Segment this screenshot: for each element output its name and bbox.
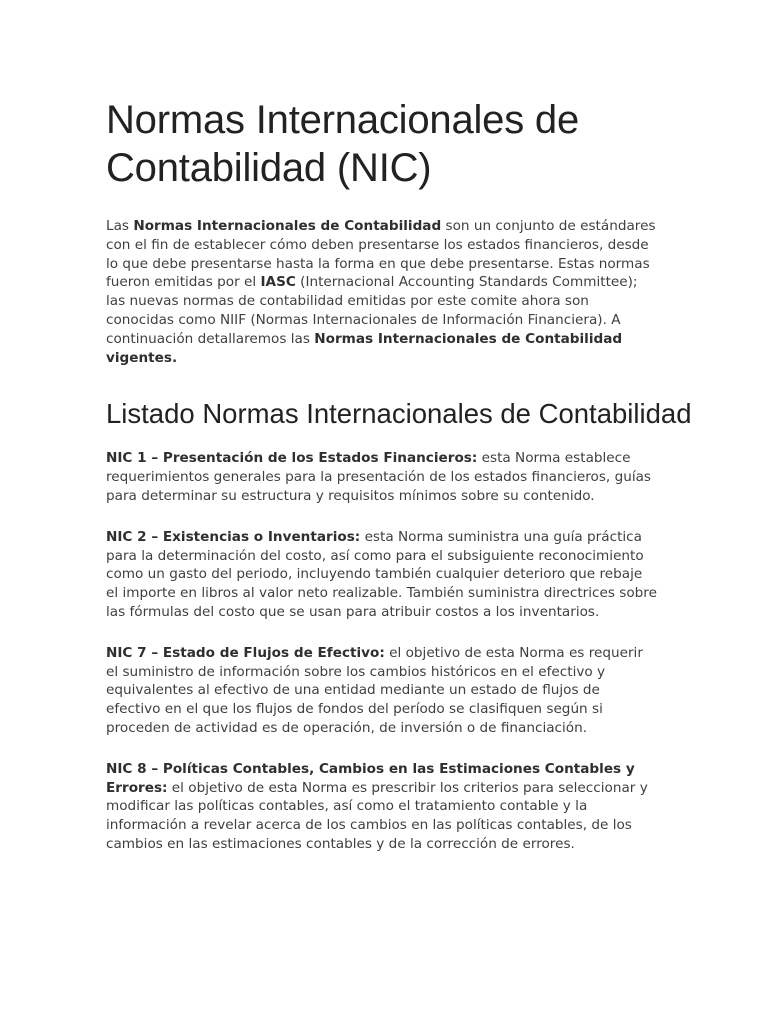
entry-heading: NIC 7 – Estado de Flujos de Efectivo:: [106, 644, 385, 661]
intro-bold-term: Normas Internacionales de Contabilidad vigentes.: [106, 330, 623, 366]
entry-text: esta Norma establece requerimientos generales para la presentación de los estados financieros, guías para determinar su estructura y requisitos mínimos sobre su contenido.: [106, 450, 652, 504]
entry-text: el objetivo de esta Norma es requerir el suministro de información sobre los cambios históricos en el efectivo y equivalentes al efectivo de una entidad mediante un estado de flujos de efectivo en el que los flujos de fondos del período se clasifiquen según si proceden de actividad es de operación, de inversión o de financiación.: [106, 644, 643, 736]
intro-text: Las: [106, 218, 134, 234]
document-page: [106, 96, 692, 854]
nic-entry: [106, 644, 658, 738]
entry-heading: NIC 2 – Existencias o Inventarios:: [106, 528, 361, 545]
intro-bold-term: Normas Internacionales de Contabilidad: [133, 218, 442, 234]
intro-paragraph: [106, 217, 658, 367]
entry-heading: NIC 8 – Políticas Contables, Cambios en las Estimaciones Contables y Errores:: [106, 760, 635, 796]
nic-entry: [106, 760, 658, 854]
intro-text: (Internacional Accounting Standards Committee); las nuevas normas de contabilidad emitidas por este comite ahora son conocidas como NIIF (Normas Internacionales de Información Financiera). A continuación detallaremos las: [106, 274, 638, 347]
intro-text: son un conjunto de estándares con el fin de establecer cómo deben presentarse los estados financieros, desde lo que debe presentarse hasta la forma en que debe presentarse. Estas normas fueron emitidas por el: [106, 218, 656, 291]
intro-bold-term: IASC: [260, 274, 296, 291]
section-heading: Listado Normas Internacionales de Contabilidad: [106, 398, 692, 430]
entry-heading: NIC 1 – Presentación de los Estados Financieros:: [106, 450, 478, 467]
nic-entry: [106, 528, 658, 622]
entry-text: esta Norma suministra una guía práctica para la determinación del costo, así como para el subsiguiente reconocimiento como un gasto del periodo, incluyendo también cualquier deterioro que rebaje el importe en libros al valor neto realizable. También suministra directrices sobre las fórmulas del costo que se usan para atribuir costos a los inventarios.: [106, 528, 657, 620]
nic-entry: [106, 449, 658, 505]
entry-text: el objetivo de esta Norma es prescribir los criterios para seleccionar y modificar las políticas contables, así como el tratamiento contable y la información a revelar acerca de los cambios en las políticas contables, de los cambios en las estimaciones contables y de la corrección de errores.: [106, 779, 648, 852]
page-title: Normas Internacionales de Contabilidad (NIC): [106, 98, 580, 190]
